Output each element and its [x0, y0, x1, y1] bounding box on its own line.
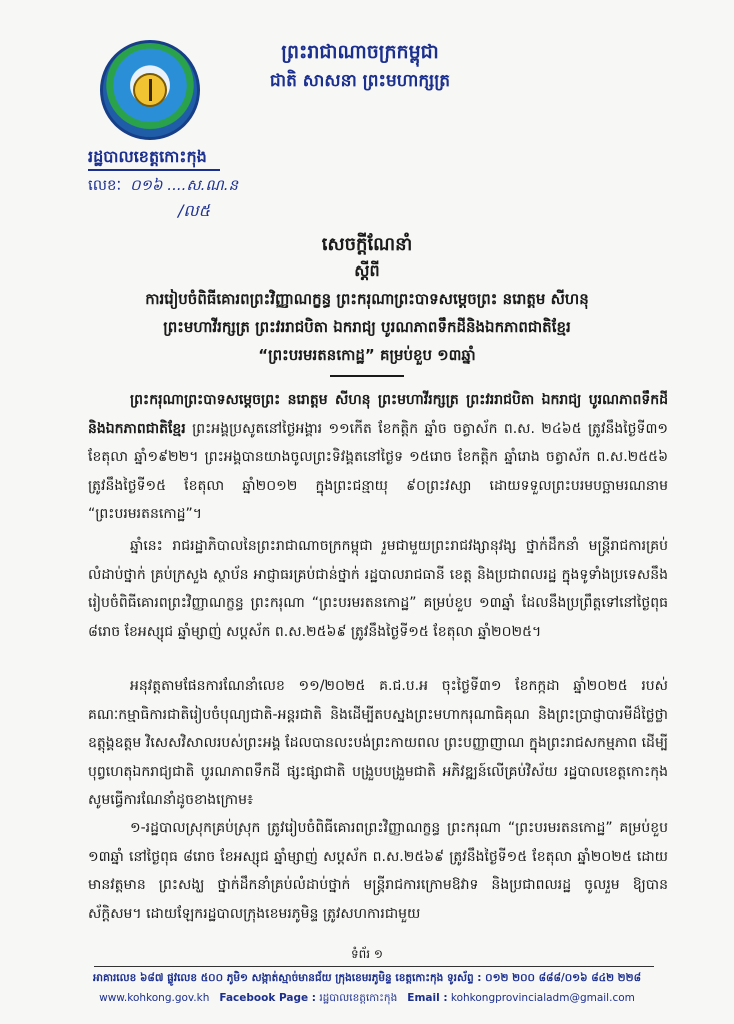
reference-handwritten-mark: /ល៥	[178, 201, 210, 220]
about-label: ស្តីពី	[354, 261, 380, 280]
paragraph-3: អនុវត្តតាមផែនការណែនាំលេខ ១១/២០២៥ គ.ជ.ប.អ ចុះថ្ងៃទី៣១ ខែកក្កដា ឆ្នាំ២០២៥ របស់គណៈកម្មាធិការជាតិរៀបចំបុណ្យជាតិ-អន្តរជាតិ និងដើម្បីតបស្នងព្រះមហាករុណាធិគុណ និងព្រះប្រាជ្ញាបារមីដ៏ថ្លៃថ្លា ឧត្តុង្គឧត្តម វិសេសវិសាលរបស់ព្រះអង្គ ដែលបានលះបង់ព្រះកាយពល ព្រះបញ្ញាញាណ ក្នុងព្រះរាជសកម្មភាព ដើម្បីបុព្វហេតុឯករាជ្យជាតិ បូរណភាពទឹកដី ផ្សះផ្សាជាតិ បង្រួបបង្រួមជាតិ អភិវឌ្ឍន៍លើគ្រប់វិស័យ រដ្ឋបាលខេត្តកោះកុង សូមធ្វើការណែនាំដូចខាងក្រោម៖	[88, 678, 668, 808]
document-title: សេចក្ដីណែនាំ	[321, 234, 413, 255]
national-motto: ជាតិ សាសនា ព្រះមហាក្សត្រ	[269, 71, 451, 91]
reference-label: លេខៈ	[88, 176, 122, 194]
issuing-office: រដ្ឋបាលខេត្តកោះកុង	[88, 147, 207, 166]
reference-number	[88, 176, 238, 198]
reference-value: ០១៦ ....ស.ណ.ន	[129, 176, 239, 194]
paragraph-1-lead: ព្រះករុណាព្រះបាទសម្ដេចព្រះ នរោត្តម សីហនុ ព្រះមហាវីរក្សត្រ ព្រះវររាជបិតា ឯករាជ្យ បូរណភាពទឹកដី និងឯកភាពជាតិខ្មែរ	[88, 392, 668, 437]
footer-facebook-label: Facebook Page :	[219, 992, 316, 1004]
paragraph-4: ១-រដ្ឋបាលស្រុកគ្រប់ស្រុក ត្រូវរៀបចំពិធីគោរពព្រះវិញ្ញាណក្ខន្ធ ព្រះករុណា “ព្រះបរមរតនកោដ្ឋ” គម្រប់ខួប ១៣ឆ្នាំ នៅថ្ងៃពុធ ៨រោច ខែអស្សុជ ឆ្នាំម្សាញ់ សប្តស័ក ព.ស.២៥៦៩ ត្រូវនឹងថ្ងៃទី១៥ ខែតុលា ឆ្នាំ២០២៥ ដោយមានវត្តមាន ព្រះសង្ឃ ថ្នាក់ដឹកនាំគ្រប់លំដាប់ថ្នាក់ មន្ត្រីរាជការក្រោមឱវាទ និងប្រជាពលរដ្ឋ ចូលរួម ឱ្យបានស័ក្តិសម។ ដោយឡែករដ្ឋបាលក្រុងខេមរភូមិន្ទ ត្រូវសហការជាមួយ	[88, 820, 668, 922]
footer-website-link[interactable]: www.kohkong.gov.kh	[99, 992, 210, 1004]
title-divider	[330, 375, 404, 377]
subject-line-2: ព្រះមហាវីរក្សត្រ ព្រះវររាជបិតា ឯករាជ្យ បូរណភាពទឹកដីនិងឯកភាពជាតិខ្មែរ	[163, 318, 571, 336]
footer-contacts	[60, 992, 674, 1007]
footer-divider	[94, 966, 654, 967]
paragraph-1-text: ព្រះអង្គប្រសូតនៅថ្ងៃអង្គារ ១១កើត ខែកត្តិក ឆ្នាំច ចត្វាស័ក ព.ស. ២៤៦៥ ត្រូវនឹងថ្ងៃទី៣១ ខែតុលា ឆ្នាំ១៩២២។ ព្រះអង្គបានយាងចូលព្រះទិវង្គតនៅថ្ងៃទ ១៥រោច ខែកត្តិក ឆ្នាំរោង ចត្វាស័ក ព.ស.២៥៥៦ ត្រូវនឹងថ្ងៃទី១៥ ខែតុលា ឆ្នាំ២០១២ ក្នុងព្រះជន្មាយុ ៩០ព្រះវស្សា ដោយទទួលព្រះបរមបច្ឆាមរណនាម “ព្រះបរមរតនកោដ្ឋ”។	[88, 420, 668, 522]
page-number: ទំព័រ ១	[351, 947, 383, 961]
subject-line-1: ការរៀបចំពិធីគោរពព្រះវិញ្ញាណក្ខន្ធ ព្រះករុណាព្រះបាទសម្ដេចព្រះ នរោត្តម សីហនុ	[145, 290, 589, 308]
footer-address: អាគារលេខ ៦៨៧ ផ្លូវលេខ ៥០០ ភូមិ១ សង្កាត់ស្មាច់មានជ័យ ក្រុងខេមរភូមិន្ទ ខេត្តកោះកុង ទូរស័ព្ទ : ០១២ ២០០ ៨៨៨/០១៦ ៨៤២ ២២៨	[92, 972, 641, 984]
paragraph-2: ឆ្នាំនេះ រាជរដ្ឋាភិបាលនៃព្រះរាជាណាចក្រកម្ពុជា រួមជាមួយព្រះរាជវង្សានុវង្ស ថ្នាក់ដឹកនាំ មន្រ្តីរាជការគ្រប់លំដាប់ថ្នាក់ គ្រប់ក្រសួង ស្ថាប័ន អាជ្ញាធរគ្រប់ជាន់ថ្នាក់ រដ្ឋបាលរាជធានី ខេត្ត និងប្រជាពលរដ្ឋ ក្នុងទូទាំងប្រទេសនឹងរៀបចំពិធីគោរពព្រះវិញ្ញាណក្ខន្ធ ព្រះករុណា “ព្រះបរមរតនកោដ្ឋ” គម្រប់ខួប ១៣ឆ្នាំ ដែលនឹងប្រព្រឹត្តទៅនៅថ្ងៃពុធ ៨រោច ខែអស្សុជ ឆ្នាំម្សាញ់ សប្តស័ក ព.ស.២៥៦៩ ត្រូវនឹងថ្ងៃទី១៥ ខែតុលា ឆ្នាំ២០២៥។	[88, 538, 668, 640]
office-underline	[88, 169, 220, 171]
footer-email-link[interactable]: kohkongprovincialadm@gmail.com	[450, 992, 635, 1004]
subject-line-3: “ព្រះបរមរតនកោដ្ឋ” គម្រប់ខួប ១៣ឆ្នាំ	[258, 346, 476, 364]
kingdom-heading: ព្រះរាជាណាចក្រកម្ពុជា	[281, 41, 439, 63]
paragraph-1	[88, 386, 668, 529]
footer-facebook-link[interactable]: រដ្ឋបាលខេត្តកោះកុង	[319, 992, 398, 1004]
footer-email-label: Email :	[407, 992, 448, 1004]
